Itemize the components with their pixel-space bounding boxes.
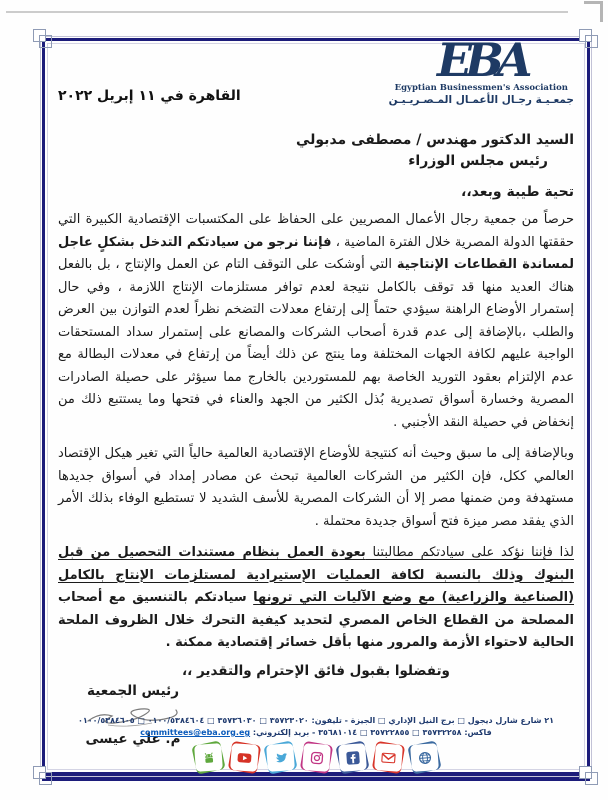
paragraph-3-bold-underlined: بعودة العمل بنظام مستندات التحصيل من قبل البنوك وذلك بالنسبة لكافة العمليات الإستيرادية لمستلزمات الإنتاج بالكامل (الصناعية والزراعية) مع وضع الآليات التي ترونها xyxy=(58,545,575,605)
recipient-block xyxy=(58,130,574,172)
paragraph-3-intro: لذا فإننا نؤكد على سيادتكم مطالبتنا xyxy=(365,545,575,560)
paragraph-1 xyxy=(58,209,574,434)
paragraph-1-bold-request: فإننا نرجو من سيادتكم التدخل بشكلٍ عاجل لمساندة القطاعات الإنتاجية xyxy=(58,234,575,272)
corner-ornament xyxy=(579,29,599,49)
facebook-icon[interactable] xyxy=(338,743,367,772)
gmail-icon[interactable] xyxy=(374,743,403,772)
letter-content xyxy=(44,33,588,778)
eba-logo-name-en: Egyptian Businessmen's Association xyxy=(394,83,568,93)
footer-address-phone: ٢١ شارع شارل ديجول □ برج النيل الإداري □ الجيزة - تليفون: ٣٥٧٢٣٠٢٠ □ ٣٥٧٣٦٠٣٠ □ ٠١٠٠/٥٣٨٤٦٠٤ □ ٠١٠٠/٥٣٨٤٦٠٥ xyxy=(77,716,555,725)
paragraph-2: وبالإضافة إلى ما سبق وحيث أنه كنتيجة للأوضاع الإقتصادية العالمية حالياً التي تغير هيكل الإقتصاد العالمي ككل، فإن الكثير من الشركات العالمية تبحث عن مصادر إمداد في أسواق جديدها مستهدفة ومن ضمنها مصر إلا أن الشركات المصرية للأسف الشديد لا تستطيع الوفاء بذلك الأمر الذي يفقد مصر ميزة فتح أسواق جديدة محتملة . xyxy=(58,446,574,529)
paragraph-1-text-cont: التي أوشكت على التوقف التام عن العمل والإنتاج ، بل بالفعل هناك العديد منها قد توقف بالكامل نتيجة لعدم توافر مستلزمات الإنتاج اللازمة ، وفي حال إستمرار الأوضاع الراهنة سيؤدي حتماً إلى إرتفاع معدلات التضخم نظراً لعدم التوازن بين العرض والطلب ،بالإضافة إلى عدم قدرة أصحاب الشركات والمصانع على إستمرار سداد المستحقات الواجبة عليهم لكافة الجهات المختلفة وما ينتج عن ذلك أيضاً من إرتفاع في معدلات البطالة مع عدم الإلتزام بعقود التوريد الخاصة بهم للمستوردين بالخارج مما سيؤثر على حصيلة الصادرات المصرية وخسارة أسواق تصديرية بُذل الكثير من الجهد والعناء في فتحها وما يستتبع ذلك من إنخفاض في حصيلة النقد الأجنبي . xyxy=(58,257,574,430)
eba-logo xyxy=(387,33,574,106)
youtube-icon[interactable] xyxy=(230,743,259,772)
corner-ornament xyxy=(33,766,53,786)
email-link[interactable]: committees@eba.org.eg xyxy=(140,728,251,737)
footer-fax-email xyxy=(44,727,588,739)
social-icons-row xyxy=(44,743,588,772)
corner-ornament xyxy=(579,766,599,786)
eba-logo-name-ar: جمعـيـة رجـال الأعمـال المـصـريـيـن xyxy=(388,94,574,106)
paragraph-1-text: حرصاً من جمعية رجال الأعمال المصريين على الحفاظ على المكتسبات الإقتصادية الكبيرة التي حققتها الدولة المصرية خلال الفترة الماضية ، xyxy=(58,212,574,250)
scan-artifact-line xyxy=(6,11,568,13)
twitter-icon[interactable] xyxy=(266,743,295,772)
closing-line: وتفضلوا بقبول فائق الإحترام والتقدير ،، xyxy=(182,662,450,679)
eba-logo-acronym: EBA xyxy=(436,33,526,87)
corner-ornament xyxy=(33,29,53,49)
recipient-title: رئيس مجلس الوزراء xyxy=(408,153,548,169)
salutation: تحية طيبة وبعد،، xyxy=(461,184,574,200)
paragraph-3 xyxy=(58,542,574,655)
footer-fax-label: فاكس: ٣٥٧٣٢٢٥٨ □ ٣٥٧٢٢٨٥٥ □ ٣٥٦٨١٠١٤ - بريد إلكتروني: xyxy=(250,728,492,737)
signer-title: رئيس الجمعية xyxy=(87,682,179,699)
scan-artifact-corner xyxy=(584,1,603,22)
recipient-name: السيد الدكتور مهندس / مصطفى مدبولي xyxy=(295,132,574,148)
signer-name: م. علي عيسى xyxy=(85,730,181,747)
paragraph-3-bold: سيادتكم بالتنسيق مع أصحاب المصلحة من القطاع الخاص المصري لتحديد كيفية التحرك خلال الظروف الملحة الحالية لاحتواء الأزمة والمرور منها بأقل خسائر إقتصادية ممكنة . xyxy=(58,590,574,650)
letter-header xyxy=(58,33,574,120)
android-icon[interactable] xyxy=(194,743,223,772)
letter-footer xyxy=(44,715,588,772)
instagram-icon[interactable] xyxy=(302,743,331,772)
website-globe-icon[interactable] xyxy=(410,743,439,772)
letter-date: القاهرة في ١١ إبريل ٢٠٢٢ xyxy=(58,88,241,104)
